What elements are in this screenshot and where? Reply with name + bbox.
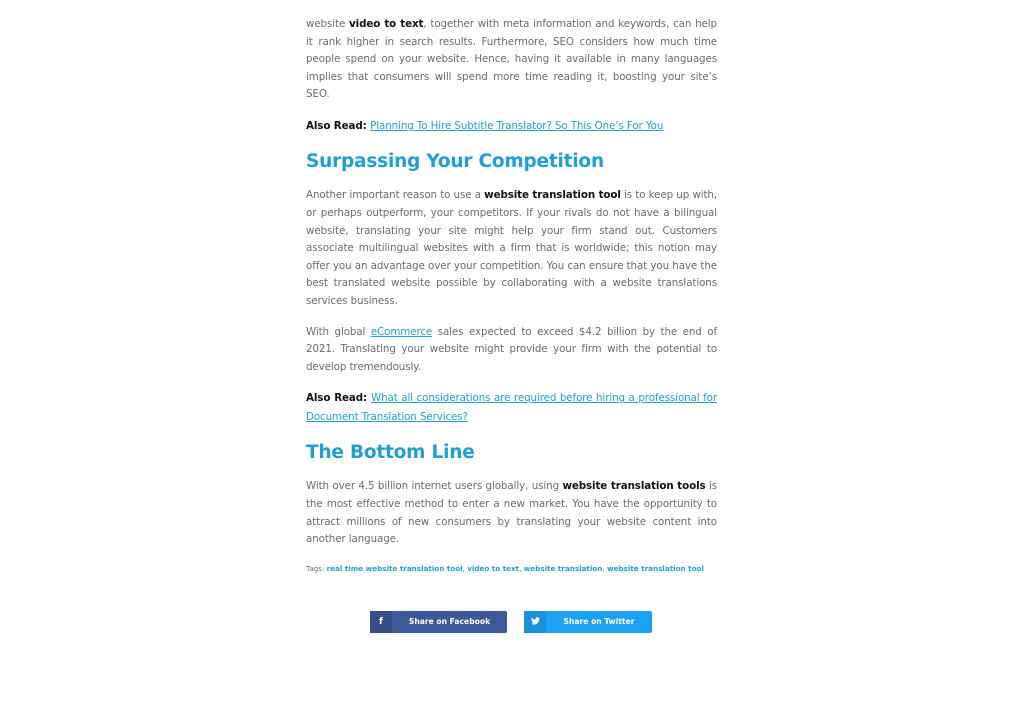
share-twitter-label: Share on Twitter [563, 617, 635, 626]
also-read-link-document-translation[interactable]: What all considerations are required before hiring a professional for Document Translation Services? [306, 392, 718, 423]
also-read-2 [306, 389, 717, 426]
tag-link[interactable]: website translation [523, 563, 603, 573]
paragraph-ecommerce [306, 324, 717, 377]
tag-link[interactable]: video to text [467, 563, 520, 573]
text: website [306, 18, 350, 30]
text: is to keep up with, or perhaps outperform, your competitors. If your rivals do not have a bilingual website, translating your site might help your firm stand out. Customers associate multilingual websites with a firm that is worldwide; this notion may offer you an advantage over your competition. You can ensure that you have the best translated website possible by collaborating with a website translations services business. [306, 189, 717, 308]
twitter-icon [524, 611, 546, 633]
share-facebook-label: Share on Facebook [408, 617, 491, 626]
text: , together with meta information and keywords, can help it rank higher in search results. Furthermore, SEO considers how much time people spend on your website. Hence, having it available in many languages implies that consumers will spend more time reading it, boosting your site’s SEO. [306, 18, 717, 101]
tag-separator: , [519, 563, 524, 573]
share-facebook-button[interactable] [370, 611, 507, 633]
text: With over 4.5 billion internet users globally, using [306, 480, 563, 493]
heading-surpassing-competition: Surpassing Your Competition [306, 151, 604, 173]
also-read-1 [306, 117, 717, 136]
text: sales expected to exceed $4.2 billion by the end of 2021. Translating your website might provide your firm with the potential to develop tremendously. [306, 325, 717, 373]
twitter-bird-shape [531, 617, 540, 625]
paragraph-competition [306, 187, 717, 310]
keyword-website-translation-tool: website translation tool [484, 189, 621, 202]
keyword-website-translation-tools: website translation tools [562, 480, 706, 493]
also-read-label: Also Read: [306, 119, 371, 132]
text: Another important reason to use a [306, 189, 485, 202]
tag-separator: , [602, 563, 607, 573]
share-twitter-button[interactable] [524, 611, 652, 633]
tags-label: Tags: [306, 563, 327, 573]
paragraph-bottom-line [306, 478, 717, 548]
heading-bottom-line: The Bottom Line [306, 442, 475, 464]
ecommerce-link[interactable]: eCommerce [370, 325, 433, 338]
tags-line [306, 562, 717, 576]
text: is the most effective method to enter a new market. You have the opportunity to attract millions of new consumers by translating your website content into another language. [306, 480, 718, 546]
paragraph-seo [306, 16, 717, 104]
also-read-link-subtitle-translator[interactable]: Planning To Hire Subtitle Translator? So This One’s For You [370, 119, 664, 132]
tag-link[interactable]: website translation tool [606, 563, 704, 573]
also-read-label: Also Read: [306, 392, 371, 405]
facebook-icon: f [370, 611, 392, 633]
tag-separator: , [462, 563, 468, 573]
article-content [306, 16, 717, 576]
tag-link[interactable]: real time website translation tool [326, 563, 463, 573]
keyword-video-to-text: video to text [349, 18, 424, 30]
text: With global [306, 325, 371, 338]
